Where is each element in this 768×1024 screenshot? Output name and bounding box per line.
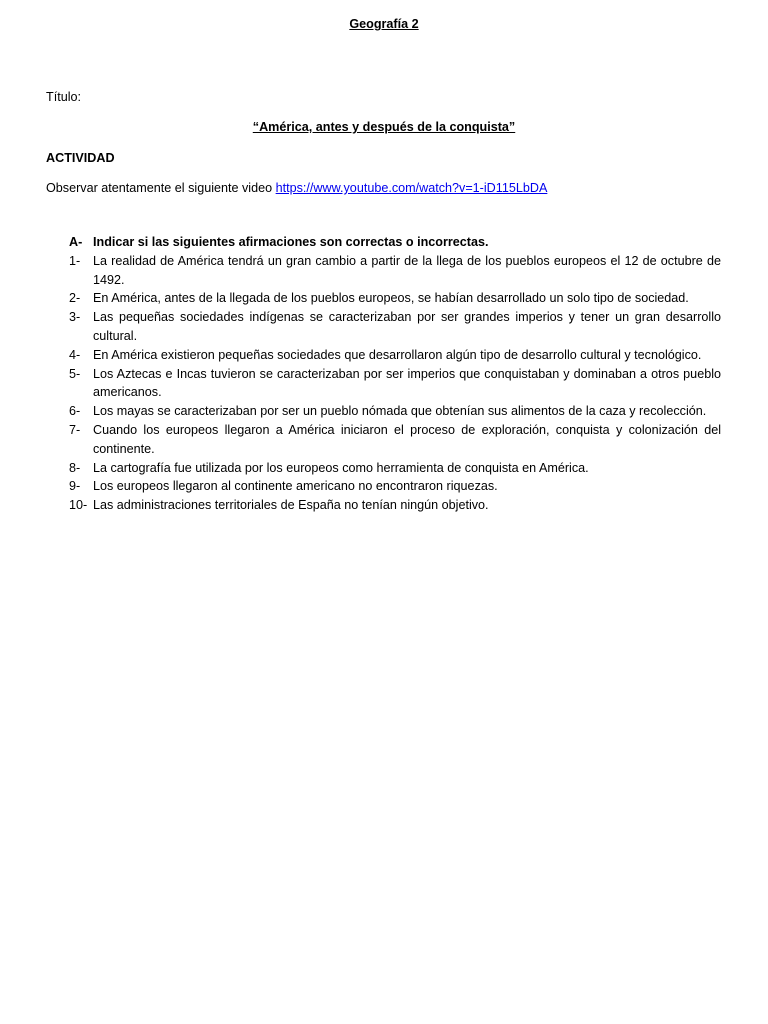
video-link[interactable]: https://www.youtube.com/watch?v=1-iD115LbDA — [275, 181, 548, 195]
statements-list — [69, 233, 721, 515]
list-item — [69, 252, 721, 290]
list-item-text: Los mayas se caracterizaban por ser un pueblo nómada que obtenían sus alimentos de la caza y recolección. — [93, 404, 707, 419]
activity-heading: ACTIVIDAD — [46, 151, 115, 165]
list-item — [69, 365, 721, 403]
list-item — [69, 346, 721, 365]
list-item-text: La realidad de América tendrá un gran cambio a partir de la llega de los pueblos europeos el 12 de octubre de 1492. — [93, 253, 721, 287]
list-item — [69, 289, 721, 308]
section-title: Indicar si las siguientes afirmaciones son correctas o incorrectas. — [93, 235, 489, 249]
list-item-marker: 6- — [69, 404, 81, 419]
list-item-marker: 8- — [69, 460, 81, 475]
list-item-text: Cuando los europeos llegaron a América iniciaron el proceso de exploración, conquista y colonización del continente. — [93, 422, 721, 456]
list-item-marker: 3- — [69, 310, 81, 325]
list-item-marker: 5- — [69, 366, 81, 381]
list-item-text: En América, antes de la llegada de los pueblos europeos, se habían desarrollado un solo tipo de sociedad. — [93, 291, 689, 306]
list-item-text: Los Aztecas e Incas tuvieron se caracterizaban por ser imperios que conquistaban y dominaban a otros pueblo americanos. — [93, 366, 721, 400]
list-item-text: En América existieron pequeñas sociedades que desarrollaron algún tipo de desarrollo cultural y tecnológico. — [93, 347, 702, 362]
activity-instruction — [46, 181, 547, 195]
list-item — [69, 496, 721, 515]
list-item-text: Las pequeñas sociedades indígenas se caracterizaban por ser grandes imperios y tener un gran desarrollo cultural. — [93, 310, 721, 343]
instruction-text: Observar atentamente el siguiente video — [46, 181, 273, 195]
list-item-text: Las administraciones territoriales de España no tenían ningún objetivo. — [93, 498, 489, 513]
list-item — [69, 459, 721, 478]
subject-header: Geografía 2 — [349, 17, 419, 31]
list-item-marker: 2- — [69, 291, 81, 306]
title-label: Título: — [46, 90, 81, 104]
section-heading — [69, 233, 721, 252]
list-item — [69, 477, 721, 496]
list-item — [69, 402, 721, 421]
list-item-marker: 9- — [69, 479, 81, 494]
list-item-text: La cartografía fue utilizada por los europeos como herramienta de conquista en América. — [93, 460, 589, 475]
list-item — [69, 308, 721, 346]
list-item-marker: 1- — [69, 253, 81, 268]
list-item-marker: 4- — [69, 347, 81, 362]
section-marker: A- — [69, 235, 83, 249]
document-title: “América, antes y después de la conquista” — [252, 120, 516, 134]
list-item-marker: 10- — [69, 498, 88, 513]
list-item — [69, 421, 721, 459]
list-item-marker: 7- — [69, 422, 81, 437]
list-item-text: Los europeos llegaron al continente americano no encontraron riquezas. — [93, 479, 498, 494]
